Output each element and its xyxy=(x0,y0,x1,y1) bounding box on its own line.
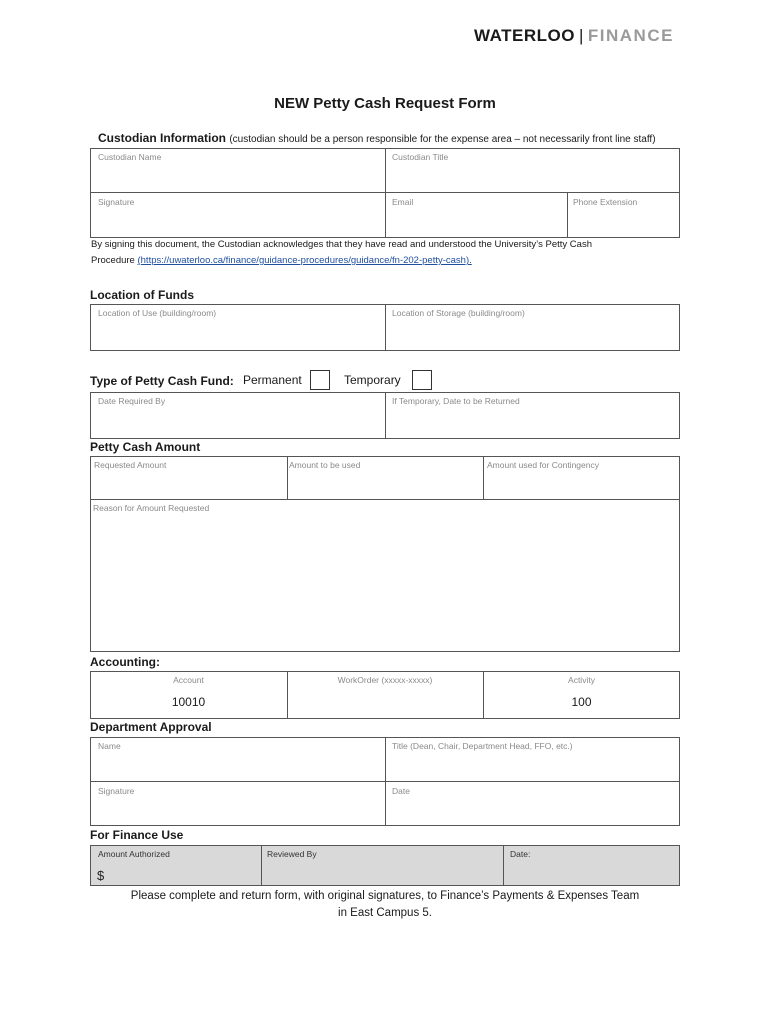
amount-authorized-label: Amount Authorized xyxy=(98,849,170,859)
activity-label: Activity xyxy=(568,675,595,685)
permanent-checkbox[interactable] xyxy=(310,370,330,390)
reason-field[interactable] xyxy=(91,500,679,651)
finance-date-field xyxy=(504,846,679,885)
custodian-phone-label: Phone Extension xyxy=(573,197,638,207)
location-storage-field[interactable] xyxy=(386,305,679,350)
custodian-email-field[interactable] xyxy=(386,193,566,237)
finance-heading: For Finance Use xyxy=(90,828,184,842)
location-use-field[interactable] xyxy=(91,305,384,350)
custodian-heading-text: Custodian Information xyxy=(98,131,226,145)
approval-heading: Department Approval xyxy=(90,720,212,734)
amount-authorized-field xyxy=(91,846,260,885)
location-storage-label: Location of Storage (building/room) xyxy=(392,308,525,318)
workorder-label: WorkOrder (xxxxx-xxxxx) xyxy=(337,675,433,685)
amount-to-be-used-label: Amount to be used xyxy=(289,460,361,470)
approver-signature-field[interactable] xyxy=(91,782,384,825)
account-value: 10010 xyxy=(171,695,206,709)
reviewed-by-field xyxy=(262,846,502,885)
custodian-heading xyxy=(98,131,656,145)
custodian-signature-label: Signature xyxy=(98,197,135,207)
approval-date-label: Date xyxy=(392,786,410,796)
temporary-checkbox[interactable] xyxy=(412,370,432,390)
custodian-email-label: Email xyxy=(392,197,414,207)
account-field[interactable] xyxy=(91,672,286,718)
approval-date-field[interactable] xyxy=(386,782,679,825)
reason-label: Reason for Amount Requested xyxy=(93,503,210,513)
custodian-name-label: Custodian Name xyxy=(98,152,162,162)
petty-cash-procedure-link[interactable]: (https://uwaterloo.ca/finance/guidance-procedures/guidance/fn-202-petty-cash). xyxy=(137,255,472,266)
custodian-name-field[interactable] xyxy=(91,149,384,191)
logo-separator: | xyxy=(578,26,584,45)
ack-line-2 xyxy=(91,253,681,269)
approver-name-field[interactable] xyxy=(91,738,384,780)
activity-field[interactable] xyxy=(484,672,679,718)
date-required-field[interactable] xyxy=(91,393,384,438)
return-date-label: If Temporary, Date to be Returned xyxy=(392,396,520,406)
account-label: Account xyxy=(173,675,204,685)
location-heading: Location of Funds xyxy=(90,288,194,302)
footer-line-2: in East Campus 5. xyxy=(338,907,432,919)
logo-main: WATERLOO xyxy=(474,26,575,45)
return-date-field[interactable] xyxy=(386,393,679,438)
custodian-title-label: Custodian Title xyxy=(392,152,449,162)
finance-date-label: Date: xyxy=(510,849,531,859)
custodian-signature-field[interactable] xyxy=(91,193,384,237)
workorder-field[interactable] xyxy=(288,672,482,718)
approver-title-field[interactable] xyxy=(386,738,679,780)
accounting-heading: Accounting: xyxy=(90,655,160,669)
ack-prefix: Procedure xyxy=(91,255,138,266)
ack-line-1: By signing this document, the Custodian acknowledges that they have read and understood the University’s Petty Cash xyxy=(91,239,592,250)
amount-heading: Petty Cash Amount xyxy=(90,440,201,454)
form-title: NEW Petty Cash Request Form xyxy=(274,95,496,112)
custodian-phone-field[interactable] xyxy=(568,193,679,237)
approver-signature-label: Signature xyxy=(98,786,135,796)
approver-name-label: Name xyxy=(98,741,121,751)
date-required-label: Date Required By xyxy=(98,396,166,406)
footer-line-1: Please complete and return form, with original signatures, to Finance’s Payments & Expenses Team xyxy=(130,890,640,902)
fund-type-heading: Type of Petty Cash Fund: xyxy=(90,374,234,388)
activity-value: 100 xyxy=(571,695,592,709)
currency-symbol: $ xyxy=(97,868,105,883)
reviewed-by-label: Reviewed By xyxy=(267,849,317,859)
custodian-title-field[interactable] xyxy=(386,149,679,191)
approver-title-label: Title (Dean, Chair, Department Head, FFO, etc.) xyxy=(392,741,573,751)
waterloo-finance-logo xyxy=(474,26,674,46)
requested-amount-field[interactable] xyxy=(91,457,286,498)
contingency-amount-label: Amount used for Contingency xyxy=(487,460,599,470)
amount-to-be-used-field[interactable] xyxy=(288,457,482,498)
footer-instructions xyxy=(0,888,770,922)
temporary-label: Temporary xyxy=(344,373,401,387)
location-use-label: Location of Use (building/room) xyxy=(98,308,217,318)
logo-sub: FINANCE xyxy=(587,26,674,45)
custodian-acknowledgement xyxy=(91,237,681,269)
requested-amount-label: Requested Amount xyxy=(94,460,167,470)
permanent-label: Permanent xyxy=(243,373,302,387)
contingency-amount-field[interactable] xyxy=(484,457,679,498)
custodian-note: (custodian should be a person responsible for the expense area – not necessarily front line staff) xyxy=(229,134,656,145)
